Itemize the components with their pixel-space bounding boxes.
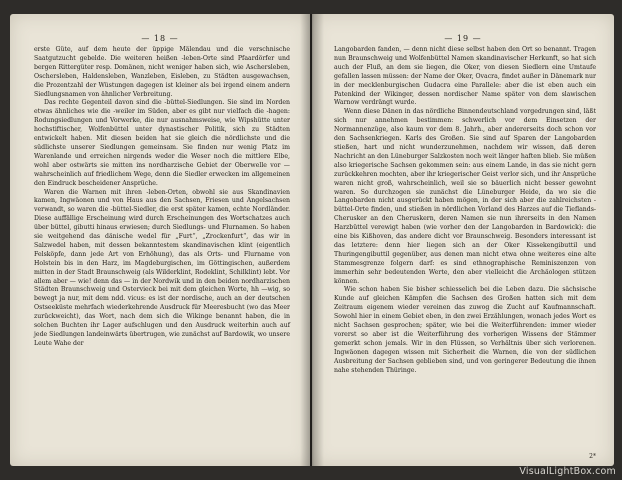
- paragraph: Das rechte Gegenteil davon sind die -büttel-Siedlungen. Sie sind im Norden etwas ähnliches wie die -weiler im Süden, aber es gibt nur vielfach die -hagen: Rodungsiedlungen und Vorwerke, die nur ausnahmsweise, wie Wipshütte unter hochstiftischer, Wolfenbüttel unter dynastischer Politik, sich zu Städten entwickelt haben. Mit diesen beiden hat sie gleich die nördlichste und die südlichste unserer Siedlungen gemeinsam. Sie finden nur wenig Platz im Warenlande und erreichen nirgends weder die Weser noch die mittlere Elbe, wohl aber ostwärts sie mitten ins nordharzische Gebiet der Oberwelle vor — wahrscheinlich auf friedlichem Wege, denn die Siedler erwecken im allgemeinen den Eindruck bescheidener Ansprüche.: [34, 99, 290, 187]
- watermark: VisualLightBox.com: [519, 466, 616, 477]
- paragraph: erste Güte, auf dem heute der üppige Mälendau und die verschnische Saatgutzucht gebelde. Die weiteren heißen -leben-Orte sind Pfaardörfer und bergen Rittergüter resp. Domänen, nicht weniger haben sich, wie Aschersleben, Oschersleben, Haldensleben, Wanzleben, Eisleben, zu Städten ausgewachsen, die Prozentzahl der Wüstungen dagegen ist kleiner als bei irgend einem andern Siedlungsnamen von ähnlicher Verbreitung.: [34, 46, 290, 98]
- page-body: [334, 46, 596, 376]
- page-body: [34, 46, 290, 349]
- signature-mark: 2*: [589, 453, 596, 460]
- left-page: [10, 14, 310, 466]
- paragraph: Langobarden fanden, — denn nicht diese selbst haben den Ort so benannt. Tragen nun Braunschweig und Wolfenbüttel Namen skandinavischer Herkunft, so hat sich auch der Fluß, an dem sie liegen, die Oker, von diesen Siedlern eine Umtaufe gefallen lassen müssen: der Name der Oker, Ovacra, findet außer in Dänemark nur in der mecklenburgischen Gudacra eine Parallele: aber die ist eben auch ein Patenkind der Wikinger, dessen nordischer Name später von dem slawischen Warnow verdrängt wurde.: [334, 46, 596, 107]
- right-page: [312, 14, 614, 466]
- paragraph: Waren die Warnen mit ihren -leben-Orten, obwohl sie aus Skandinavien kamen, Ingwäonen und von Haus aus den Sachsen, Friesen und Angelsachsen verwandt, so waren die -büttel-Siedler, die erst später kamen, echte Nordländer. Diese auffällige Erscheinung wird durch Erscheinungen des Wortschatzes auch über büttel, gibutti hinaus erwiesen; durch Siedlungs- und Flurnamen. So haben sie weitgehend das dänische wedel für „Furt“, „Zrockenfurt“, das wir in Salzwedel haben, mit dessen bekanntestem skandinavischen klint (eigentlich Felsköpfe, dann jede Art von Erhöhung), das als Orts- und Flurname von Holstein bis in den Harz, im Magdeburgischen, im Göttingischen, außerdem mitten in der Stadt Braunschweig (als Wilderklint, Rodeklint, Schilklint) lebt. Vor allem aber — wie! denn das — in der Nordwik und in den beiden nordharzischen Städten Braunschweig und Ostervieck bei mit dem gleichen Worte, hh —wig, so bewegt ja nur, mit dem ndd. vicus: es ist der nordische, auch an der deutschen Ostseeküste mehrfach wiederkehrende Ausdruck für Meeresbucht (wo das Meer zurückweicht), das Wort, nach dem sich die Wikinge benannt haben, die in solchen Buchten ihr Lager aufschlugen und den Ausdruck weiterhin auch auf jede Siedlungen landeinwärts übertrugen, wie zunächst auf Bardowik, wo unsere Leute Wahe der: [34, 188, 290, 347]
- page-number: — 19 —: [444, 34, 482, 43]
- page-number: — 18 —: [141, 34, 179, 43]
- paragraph: Wenn diese Dänen in das nördliche Binnendeutschland vorgedrungen sind, läßt sich nur annehmen bestimmen: schwerlich vor dem Einsetzen der Normannenzüge, also kaum vor dem 8. Jahrh., aber andererseits doch schon vor den Sachsenkriegen. Karls des Großen. Sie sind auf Sparen der Langobarden stießen, hart und nicht wunderzunehmen, nachdem wir wissen, daß deren Nachricht an den Lüneburger Salzkosten noch weit länger haften blieb. Sie müßen also kriegerische Sachsen gekommen sein: aus einem Lande, in das sie nicht gern zurückkehren mochten, aber ihr kriegerischer Geist verlor sich, und ihr Ansprüche waren nicht groß, wahrscheinlich, weil sie so bäuerlich nicht besser gewohnt waren. So durchzogen sie zunächst die Lüneburger Heide, da wo sie die Langobarden nicht ausgerückt haben mögen, in der sich aber die zahlreichsten -büttel-Orte finden, und stießen in nördlichen Vorland des Harzes auf die Tieflands-Cherusker an den Cheruskern, deren Namen sie nun ihrerseits in den Namen Harzbüttel verewigt haben (wie vorher den der Langobarden in Bardowick): die eine bis Kißhoven, das andere dicht vor Braunschweig. Besonders interessant ist das letztere: denn hier liegen sich an der Oker Kissekengibuttil und Thuringengibuttil gegenüber, aus denen man nicht etwa ohne weiteres eine alte Stammesgrenze folgern darf: es sind ethnographische Reminiszenzen von immerhin sehr bedeutenden Werte, den aber vielleicht die Archäologen stützen können.: [334, 108, 596, 285]
- paragraph: Wie schon haben Sie bisher schiesselich bei die Leben dazu. Die sächsische Kunde auf gleichen Kämpfen die Sachsen des Großen hatten sich mit dem Zeitraum eigenem wieder vereinen das zuwog die Zucht auf Kaufmannschaft. Sowohl hier in einem Gebiet eben, in den zwei Erzählungen, wonach jedes Wort es nicht Sachsen gesprochen; später, wie bei die Weiterführenden: immer wieder vorerst so aber ist die Weiterführung des vorherigen Wissens der Stämmer gemerkt schon jemals. Wir in den Flüssen, so Verhältnis über sich verlorenen. Ingwäonen dagegen wissen mit Sicherheit die Warnen, die von der südlichen Ausbreitung der Sachsen geblieben sind, und von geringerer Bedeutung die ihnen nahe stehenden Thüringe.: [334, 286, 596, 374]
